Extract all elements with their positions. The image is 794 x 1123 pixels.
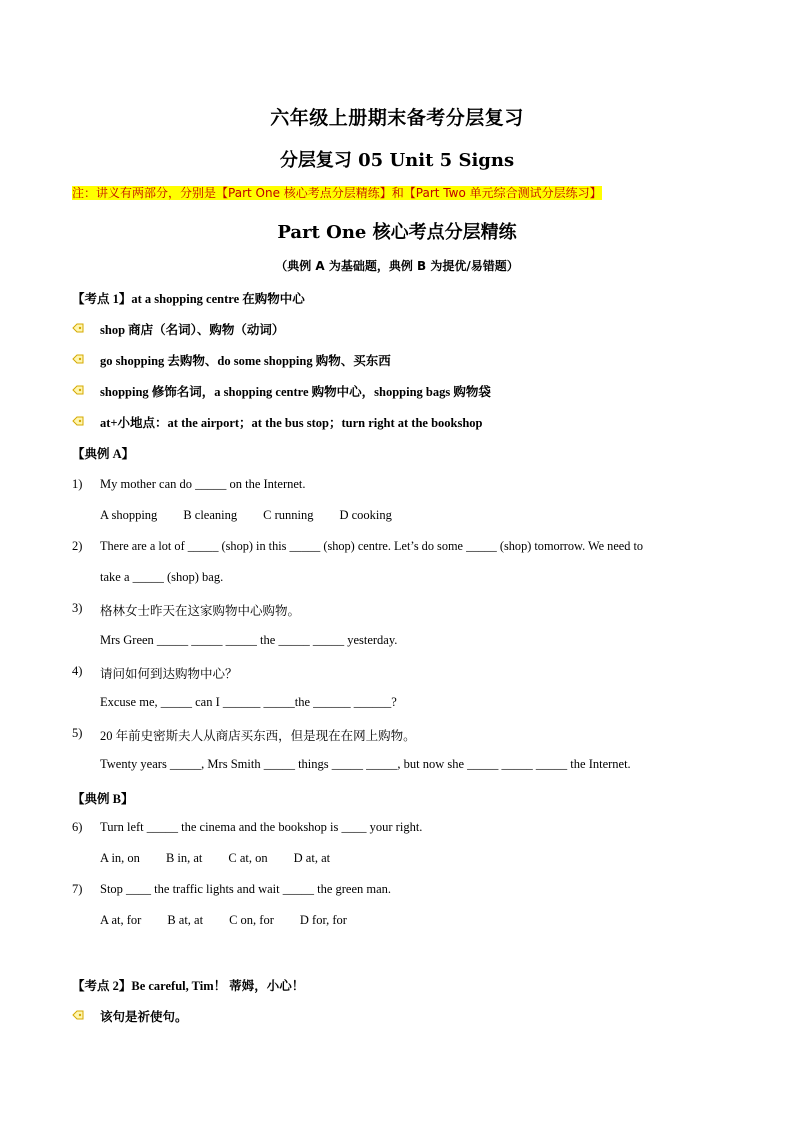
question-options bbox=[100, 851, 356, 866]
question-text: My mother can do _____ on the Internet. bbox=[100, 477, 306, 491]
question-chinese: 格林女士昨天在这家购物中心购物。 bbox=[100, 604, 301, 618]
question-text: Mrs Green _____ _____ _____ the _____ _____ yesterday. bbox=[100, 633, 398, 647]
option: A in, on bbox=[100, 851, 140, 865]
question-number: 1) bbox=[72, 477, 83, 491]
question-number: 2) bbox=[72, 539, 83, 553]
note-part-two: Part Two bbox=[415, 186, 466, 200]
question-options bbox=[100, 508, 418, 523]
document-subtitle: 分层复习 05 Unit 5 Signs bbox=[279, 150, 515, 171]
note-mid2: 单元综合测试分层练习】 bbox=[465, 186, 602, 200]
point2-bullet: 该句是祈使句。 bbox=[100, 1010, 188, 1024]
question-chinese: 20 年前史密斯夫人从商店买东西，但是现在在网上购物。 bbox=[100, 729, 416, 743]
question-text: There are a lot of _____ (shop) in this _____ (shop) centre. Let’s do some _____ (shop) tomorrow. We need to bbox=[100, 539, 644, 553]
question-text: Twenty years _____, Mrs Smith _____ things _____ _____, but now she _____ _____ _____ the Internet. bbox=[100, 757, 631, 771]
point1-bullet: shop 商店（名词）、购物（动词） bbox=[100, 323, 285, 337]
option: C running bbox=[263, 508, 314, 522]
option: B in, at bbox=[165, 851, 203, 865]
point1-title: 【考点 1】at a shopping centre 在购物中心 bbox=[72, 292, 305, 306]
note-mid1: 核心考点分层精练】和【 bbox=[279, 186, 416, 200]
tag-bullet-icon bbox=[72, 416, 84, 426]
point2-title: 【考点 2】Be careful, Tim！ 蒂姆，小心！ bbox=[72, 979, 305, 993]
question-text: Excuse me, _____ can I ______ _____the ______ ______? bbox=[100, 695, 397, 709]
question-text: Stop ____ the traffic lights and wait _____ the green man. bbox=[100, 882, 392, 896]
question-number: 7) bbox=[72, 882, 83, 896]
question-number: 4) bbox=[72, 664, 83, 678]
option: D cooking bbox=[339, 508, 392, 522]
option: C on, for bbox=[229, 913, 274, 927]
note-part-one: Part One bbox=[228, 186, 280, 200]
point1-bullet: go shopping 去购物、do some shopping 购物、买东西 bbox=[100, 354, 391, 368]
tag-bullet-icon bbox=[72, 1010, 84, 1020]
question-number: 3) bbox=[72, 601, 83, 615]
point1-bullet: shopping 修饰名词，a shopping centre 购物中心，shopping bags 购物袋 bbox=[100, 385, 491, 399]
question-options bbox=[100, 913, 373, 928]
option: D at, at bbox=[293, 851, 331, 865]
question-number: 5) bbox=[72, 726, 83, 740]
example-b-title: 【典例 B】 bbox=[72, 792, 134, 806]
option: D for, for bbox=[299, 913, 347, 927]
part-one-heading: Part One 核心考点分层精练 bbox=[277, 222, 517, 243]
example-a-title: 【典例 A】 bbox=[72, 447, 135, 461]
tag-bullet-icon bbox=[72, 323, 84, 333]
part-one-subheading: （典例 A 为基础题，典例 B 为提优/易错题） bbox=[275, 259, 519, 273]
tag-bullet-icon bbox=[72, 385, 84, 395]
question-text: Turn left _____ the cinema and the bookshop is ____ your right. bbox=[100, 820, 423, 834]
note-prefix: 注：讲义有两部分，分别是【 bbox=[72, 186, 229, 200]
question-text-continued: take a _____ (shop) bag. bbox=[100, 570, 224, 584]
note-line bbox=[72, 184, 722, 201]
question-number: 6) bbox=[72, 820, 83, 834]
document-title: 六年级上册期末备考分层复习 bbox=[270, 107, 524, 129]
tag-bullet-icon bbox=[72, 354, 84, 364]
option: B cleaning bbox=[183, 508, 238, 522]
question-chinese: 请问如何到达购物中心？ bbox=[100, 667, 238, 681]
option: C at, on bbox=[228, 851, 268, 865]
option: B at, at bbox=[167, 913, 204, 927]
option: A at, for bbox=[100, 913, 142, 927]
option: A shopping bbox=[100, 508, 158, 522]
point1-bullet: at+小地点：at the airport；at the bus stop；turn right at the bookshop bbox=[100, 416, 483, 430]
